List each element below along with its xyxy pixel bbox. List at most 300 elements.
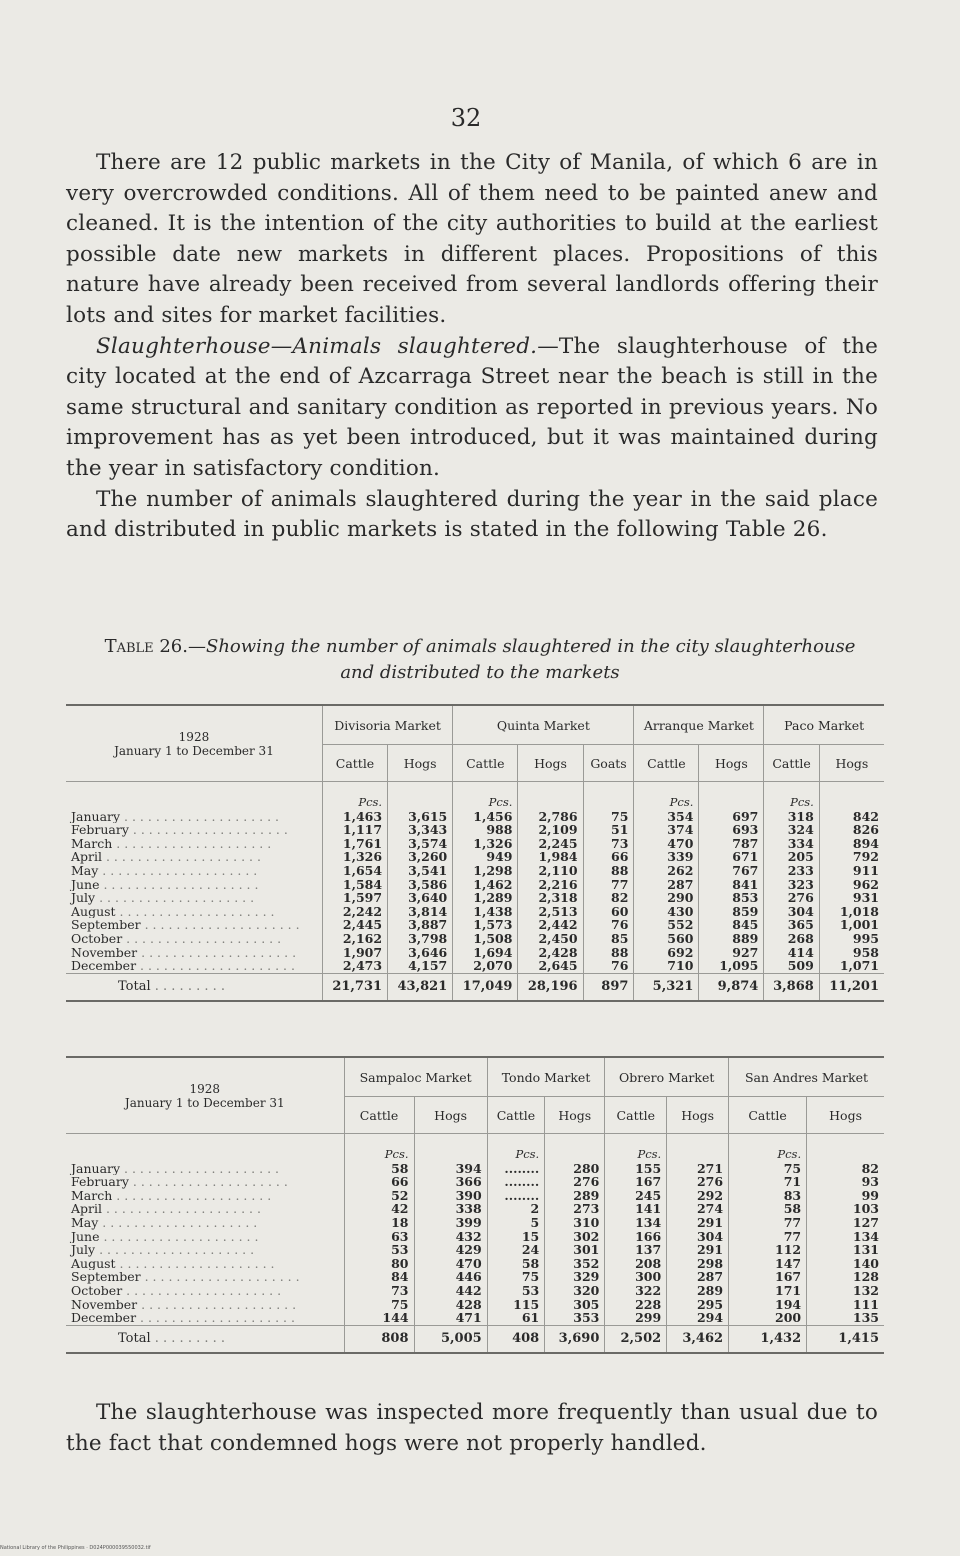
table-cell: 949 [453,850,518,864]
table-cell: 75 [729,1162,807,1176]
table-cell: 853 [699,891,764,905]
unit-cell [545,1134,605,1162]
month-label: November . . . [66,1298,344,1312]
paragraph-markets: There are 12 public markets in the City of Manila, of which 6 are in very overcrowded conditions. All of them need to be painted anew and cleaned. It is the intention of the city authorities to build at the earliest possible date new markets in different places. Propositions of this nature have already been received from several landlords offering their lots and sites for market facilities. [66,150,878,328]
table-cell: 111 [807,1298,884,1312]
table-cell: 509 [764,959,819,973]
table-cell: 1,456 [453,810,518,824]
group-header: San Andres Market [729,1057,884,1097]
table-cell: 73 [583,837,634,851]
table-cell: 1,694 [453,946,518,960]
table-cell: 63 [344,1230,414,1244]
table-cell: 399 [414,1216,487,1230]
table-cell: 1,462 [453,878,518,892]
unit-cell: Pcs. [322,782,387,810]
table-cell: 274 [667,1202,729,1216]
total-cell: 5,005 [414,1325,487,1353]
table-cell: 365 [764,918,819,932]
column-header: Hogs [545,1097,605,1134]
table-cell: 310 [545,1216,605,1230]
table-cell: 200 [729,1311,807,1325]
table-cell: 205 [764,850,819,864]
unit-cell [667,1134,729,1162]
table-cell: 2,162 [322,932,387,946]
table-cell: 995 [819,932,884,946]
table-cell: 2,786 [518,810,583,824]
table-cell: 710 [634,959,699,973]
table-cell: 3,586 [388,878,453,892]
month-label: September . . . [66,918,322,932]
table-cell: 2,445 [322,918,387,932]
unit-cell [819,782,884,810]
column-header: Hogs [667,1097,729,1134]
table-cell: 171 [729,1284,807,1298]
table-cell: 958 [819,946,884,960]
column-header: Hogs [699,745,764,782]
table-cell: 3,646 [388,946,453,960]
table-cell: 320 [545,1284,605,1298]
page-number: 32 [450,104,482,132]
table-1-body [66,782,884,1001]
table-cell: 366 [414,1175,487,1189]
table-cell: 841 [699,878,764,892]
table-cell: 128 [807,1270,884,1284]
body-text-top [66,148,878,546]
month-label: June . . . [66,1230,344,1244]
unit-cell: Pcs. [634,782,699,810]
table-cell: 338 [414,1202,487,1216]
table-cell: 289 [667,1284,729,1298]
total-label: Total . . . [66,1325,344,1353]
table-cell: 1,584 [322,878,387,892]
row-header-range: January 1 to December 31 [114,743,274,758]
table-cell: 318 [764,810,819,824]
table-cell: 324 [764,823,819,837]
total-cell: 28,196 [518,973,583,1001]
table-cell: 323 [764,878,819,892]
total-cell: 808 [344,1325,414,1353]
table-row [66,1189,884,1203]
table-cell: 442 [414,1284,487,1298]
table-cell: 292 [667,1189,729,1203]
table-row [66,1216,884,1230]
table-cell: 329 [545,1270,605,1284]
table-cell: 144 [344,1311,414,1325]
body-text-bottom [66,1398,878,1459]
table-cell: 58 [344,1162,414,1176]
scan-footer: National Library of the Philippines · D024P000039550032.tif [0,1545,151,1551]
table-cell: 353 [545,1311,605,1325]
group-header: Obrero Market [605,1057,729,1097]
table-cell: 127 [807,1216,884,1230]
month-label: July . . . [66,891,322,905]
table-cell: 394 [414,1162,487,1176]
table-cell: 1,597 [322,891,387,905]
table-cell: 66 [583,850,634,864]
total-cell: 408 [487,1325,545,1353]
total-cell: 2,502 [605,1325,667,1353]
table-cell: 414 [764,946,819,960]
table-cell: 374 [634,823,699,837]
total-cell: 897 [583,973,634,1001]
table-cell: 1,001 [819,918,884,932]
column-header: Cattle [322,745,387,782]
table-cell: 792 [819,850,884,864]
table-cell: 103 [807,1202,884,1216]
table-row [66,1202,884,1216]
table-cell: 3,640 [388,891,453,905]
table-row [66,878,884,892]
table-caption-lead: Table 26. [104,636,188,657]
month-label: May . . . [66,1216,344,1230]
table-cell: 76 [583,959,634,973]
table-cell: 294 [667,1311,729,1325]
table-cell: 1,508 [453,932,518,946]
table-cell: 352 [545,1257,605,1271]
table-cell: 194 [729,1298,807,1312]
unit-cell [807,1134,884,1162]
table-cell: 85 [583,932,634,946]
month-label: October . . . [66,1284,344,1298]
month-label: March . . . [66,837,322,851]
table-caption-text: —Showing the number of animals slaughtered in the city slaughterhouse and distributed to the markets [187,636,856,683]
table-cell: 560 [634,932,699,946]
group-header: Quinta Market [453,705,634,745]
column-header: Hogs [388,745,453,782]
table-cell: 93 [807,1175,884,1189]
table-cell: 911 [819,864,884,878]
table-cell: 287 [667,1270,729,1284]
table-cell: 305 [545,1298,605,1312]
section-heading: Slaughterhouse—Animals slaughtered. [96,333,538,359]
table-row [66,1270,884,1284]
table-cell: 290 [634,891,699,905]
table-cell: 1,095 [699,959,764,973]
table-cell: 84 [344,1270,414,1284]
table-cell: 167 [729,1270,807,1284]
table-cell: 52 [344,1189,414,1203]
table-row [66,905,884,919]
table-cell: 1,438 [453,905,518,919]
table-cell: 140 [807,1257,884,1271]
table-cell: 208 [605,1257,667,1271]
table-cell: 301 [545,1243,605,1257]
unit-row-label [66,1134,344,1162]
table-cell: 304 [764,905,819,919]
table-cell: 2,110 [518,864,583,878]
table-row [66,864,884,878]
month-label: April . . . [66,850,322,864]
table-cell: 2,513 [518,905,583,919]
table-row [66,932,884,946]
table-cell: 53 [487,1284,545,1298]
table-cell: 141 [605,1202,667,1216]
group-header: Paco Market [764,705,884,745]
table-cell: 276 [764,891,819,905]
unit-row [66,1134,884,1162]
paragraph-inspection: The slaughterhouse was inspected more frequently than usual due to the fact that condemned hogs were not properly handled. [66,1400,878,1456]
unit-cell [699,782,764,810]
table-cell: 228 [605,1298,667,1312]
unit-row [66,782,884,810]
table-cell: 1,654 [322,864,387,878]
table-cell: 470 [634,837,699,851]
paragraph-slaughterhouse-body: —The slaughterhouse of the city located at the end of Azcarraga Street near the beach is still in the same structural and sanitary condition as reported in previous years. No improvement has as yet been introduced, but it was maintained during the year in satisfactory condition. [66,333,879,481]
unit-cell [583,782,634,810]
unit-cell [414,1134,487,1162]
table-cell: 931 [819,891,884,905]
slaughter-table-1 [66,704,884,1002]
table-cell: 889 [699,932,764,946]
table-cell: 787 [699,837,764,851]
table-cell: 1,018 [819,905,884,919]
table-cell: 18 [344,1216,414,1230]
table-cell: 66 [344,1175,414,1189]
month-label: September . . . [66,1270,344,1284]
table-row [66,1230,884,1244]
row-header [66,705,322,782]
table-cell: 75 [344,1298,414,1312]
table-cell: 134 [605,1216,667,1230]
table-cell: 71 [729,1175,807,1189]
unit-cell [388,782,453,810]
table-cell: 2,450 [518,932,583,946]
table-cell: 83 [729,1189,807,1203]
table-cell: 988 [453,823,518,837]
table-cell: 77 [729,1216,807,1230]
table-caption [100,634,860,686]
table-cell: 155 [605,1162,667,1176]
total-cell: 43,821 [388,973,453,1001]
table-cell: 471 [414,1311,487,1325]
table-cell: 273 [545,1202,605,1216]
table-cell: 300 [605,1270,667,1284]
table-cell: 2 [487,1202,545,1216]
table-cell: 552 [634,918,699,932]
table-cell: 115 [487,1298,545,1312]
table-cell: 1,289 [453,891,518,905]
total-cell: 5,321 [634,973,699,1001]
table-cell: 3,541 [388,864,453,878]
table-cell: 1,071 [819,959,884,973]
unit-cell: Pcs. [487,1134,545,1162]
table-cell: 354 [634,810,699,824]
month-label: March . . . [66,1189,344,1203]
column-header: Cattle [764,745,819,782]
table-cell: 1,761 [322,837,387,851]
total-label: Total . . . [66,973,322,1001]
total-cell: 1,415 [807,1325,884,1353]
table-row [66,1162,884,1176]
table-cell: 2,645 [518,959,583,973]
group-header: Arranque Market [634,705,764,745]
row-header-year: 1928 [178,729,210,744]
column-header: Cattle [729,1097,807,1134]
table-cell: 845 [699,918,764,932]
table-cell: 432 [414,1230,487,1244]
table-row [66,918,884,932]
table-cell: 322 [605,1284,667,1298]
table-cell: 137 [605,1243,667,1257]
table-cell: 3,574 [388,837,453,851]
table-cell: 3,260 [388,850,453,864]
table-cell: 3,343 [388,823,453,837]
group-header: Sampaloc Market [344,1057,487,1097]
month-label: February . . . [66,823,322,837]
table-cell: 429 [414,1243,487,1257]
table-row [66,891,884,905]
table-cell: ........ [487,1162,545,1176]
table-cell: 428 [414,1298,487,1312]
table-cell: 271 [667,1162,729,1176]
table-row [66,946,884,960]
total-cell: 11,201 [819,973,884,1001]
table-cell: 2,216 [518,878,583,892]
row-header-range: January 1 to December 31 [124,1095,285,1110]
total-cell: 9,874 [699,973,764,1001]
table-cell: 671 [699,850,764,864]
table-cell: 287 [634,878,699,892]
total-cell: 1,432 [729,1325,807,1353]
month-label: August . . . [66,1257,344,1271]
table-cell: 245 [605,1189,667,1203]
table-cell: 82 [807,1162,884,1176]
table-cell: 1,573 [453,918,518,932]
table-cell: 3,887 [388,918,453,932]
table-cell: 299 [605,1311,667,1325]
paragraph-table-intro: The number of animals slaughtered during the year in the said place and distributed in public markets is stated in the following Table 26. [66,486,878,543]
table-cell: 692 [634,946,699,960]
table-cell: 334 [764,837,819,851]
table-cell: 262 [634,864,699,878]
table-cell: 339 [634,850,699,864]
table-cell: 88 [583,946,634,960]
column-header: Cattle [634,745,699,782]
table-cell: 233 [764,864,819,878]
table-row [66,1298,884,1312]
table-cell: 112 [729,1243,807,1257]
total-row [66,973,884,1001]
total-cell: 3,690 [545,1325,605,1353]
table-cell: 1,463 [322,810,387,824]
table-cell: 1,117 [322,823,387,837]
table-row [66,1243,884,1257]
table-cell: 302 [545,1230,605,1244]
table-cell: 2,109 [518,823,583,837]
table-cell: 2,428 [518,946,583,960]
table-cell: 42 [344,1202,414,1216]
table-cell: 76 [583,918,634,932]
column-header: Cattle [344,1097,414,1134]
table-row [66,1175,884,1189]
table-cell: 134 [807,1230,884,1244]
month-label: July . . . [66,1243,344,1257]
column-header: Goats [583,745,634,782]
table-cell: 304 [667,1230,729,1244]
table-cell: 53 [344,1243,414,1257]
unit-cell [518,782,583,810]
month-label: January . . . [66,810,322,824]
row-header-year: 1928 [189,1081,221,1096]
unit-cell: Pcs. [453,782,518,810]
table-cell: 697 [699,810,764,824]
table-cell: 767 [699,864,764,878]
month-label: February . . . [66,1175,344,1189]
total-cell: 21,731 [322,973,387,1001]
table-cell: 295 [667,1298,729,1312]
total-row [66,1325,884,1353]
table-cell: 693 [699,823,764,837]
table-cell: ........ [487,1189,545,1203]
table-cell: 80 [344,1257,414,1271]
table-row [66,1257,884,1271]
unit-cell: Pcs. [344,1134,414,1162]
table-cell: 61 [487,1311,545,1325]
unit-cell: Pcs. [764,782,819,810]
column-header: Hogs [518,745,583,782]
table-row [66,810,884,824]
table-cell: 2,245 [518,837,583,851]
table-cell: 15 [487,1230,545,1244]
table-row [66,1311,884,1325]
month-label: May . . . [66,864,322,878]
table-cell: 75 [487,1270,545,1284]
table-cell: 2,318 [518,891,583,905]
month-label: June . . . [66,878,322,892]
table-cell: 298 [667,1257,729,1271]
column-header: Hogs [819,745,884,782]
table-cell: 73 [344,1284,414,1298]
slaughter-table-2 [66,1056,884,1354]
table-cell: 826 [819,823,884,837]
table-cell: 60 [583,905,634,919]
table-cell: 1,298 [453,864,518,878]
table-cell: 927 [699,946,764,960]
column-header: Hogs [414,1097,487,1134]
table-cell: 147 [729,1257,807,1271]
table-cell: 2,242 [322,905,387,919]
table-cell: 962 [819,878,884,892]
table-cell: 167 [605,1175,667,1189]
table-cell: 77 [583,878,634,892]
month-label: October . . . [66,932,322,946]
table-cell: 2,473 [322,959,387,973]
table-cell: 99 [807,1189,884,1203]
table-row [66,850,884,864]
month-label: December . . . [66,1311,344,1325]
table-cell: 291 [667,1243,729,1257]
table-cell: 88 [583,864,634,878]
table-row [66,959,884,973]
month-label: April . . . [66,1202,344,1216]
table-cell: 4,157 [388,959,453,973]
table-cell: 58 [487,1257,545,1271]
table-cell: 2,442 [518,918,583,932]
table-row [66,837,884,851]
table-cell: 135 [807,1311,884,1325]
table-cell: 3,615 [388,810,453,824]
table-cell: 289 [545,1189,605,1203]
month-label: December . . . [66,959,322,973]
table-cell: 470 [414,1257,487,1271]
table-cell: 276 [667,1175,729,1189]
table-2-body [66,1134,884,1353]
table-cell: 268 [764,932,819,946]
table-cell: 77 [729,1230,807,1244]
table-cell: 2,070 [453,959,518,973]
table-cell: 3,814 [388,905,453,919]
table-cell: 894 [819,837,884,851]
